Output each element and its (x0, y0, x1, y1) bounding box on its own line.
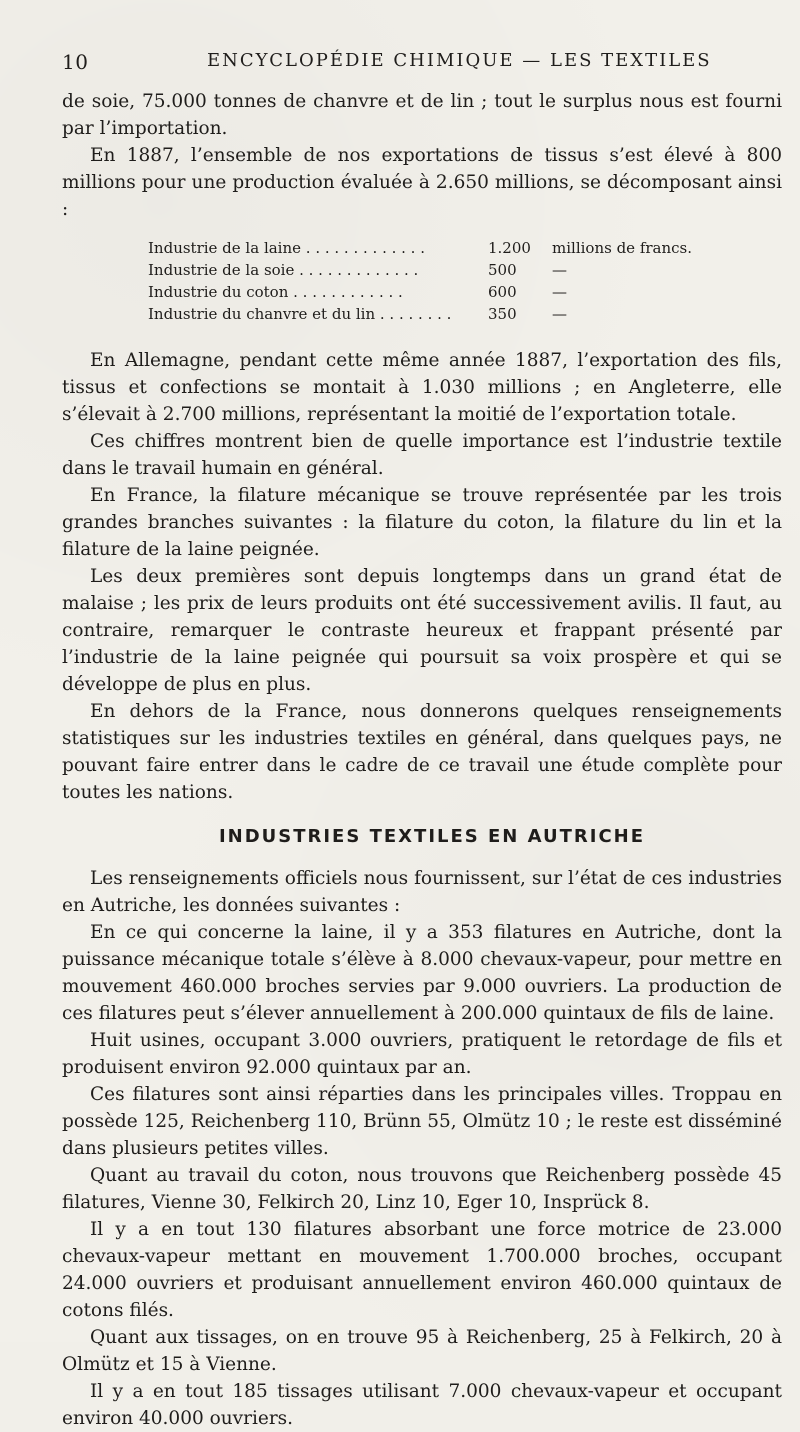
running-head: ENCYCLOPÉDIE CHIMIQUE — LES TEXTILES (207, 50, 712, 71)
table-row-label: Industrie de la soie . . . . . . . . . . . . . (148, 261, 419, 279)
table-row-unit: — (552, 261, 567, 279)
table-row (62, 303, 782, 325)
table-row-unit: — (552, 283, 567, 301)
paragraph: Huit usines, occupant 3.000 ouvriers, pratiquent le retordage de fils et produisent environ 92.000 quintaux par an. (62, 1030, 782, 1078)
paragraph: En France, la filature mécanique se trouve représentée par les trois grandes branches suivantes : la filature du coton, la filature du lin et la filature de la laine peignée. (62, 485, 782, 560)
table-row-label: Industrie du coton . . . . . . . . . . . . (148, 283, 403, 301)
table-row-unit: — (552, 305, 567, 323)
table-row-value: 1.200 (488, 239, 531, 257)
paragraph: Il y a en tout 130 filatures absorbant une force motrice de 23.000 chevaux-vapeur mettant en mouvement 1.700.000 broches, occupant 24.000 ouvriers et produisant annuellement environ 460.000 quintaux de cotons filés. (62, 1219, 782, 1321)
page-number: 10 (62, 50, 89, 74)
table-row-value: 350 (488, 305, 517, 323)
page-content (62, 88, 782, 1432)
paragraph: Il y a en tout 185 tissages utilisant 7.000 chevaux-vapeur et occupant environ 40.000 ouvriers. (62, 1381, 782, 1429)
paragraph: En Allemagne, pendant cette même année 1887, l’exportation des fils, tissus et confections se montait à 1.030 millions ; en Angleterre, elle s’élevait à 2.700 millions, représentant la moitié de l’exportation totale. (62, 350, 782, 425)
paragraph: Les deux premières sont depuis longtemps dans un grand état de malaise ; les prix de leurs produits ont été successivement avilis. Il faut, au contraire, remarquer le contraste heureux et frappant présenté par l’industrie de la laine peignée qui poursuit sa voix prospère et qui se développe de plus en plus. (62, 566, 782, 695)
table-row-unit: millions de francs. (552, 239, 693, 257)
table-row-value: 600 (488, 283, 517, 301)
table-row-label: Industrie du chanvre et du lin . . . . . . . . (148, 305, 452, 323)
table-row (62, 259, 782, 281)
table-row (62, 237, 782, 259)
paragraph: Quant aux tissages, on en trouve 95 à Reichenberg, 25 à Felkirch, 20 à Olmütz et 15 à Vienne. (62, 1327, 782, 1375)
paragraph: En ce qui concerne la laine, il y a 353 filatures en Autriche, dont la puissance mécanique totale s’élève à 8.000 chevaux-vapeur, pour mettre en mouvement 460.000 broches servies par 9.000 ouvriers. La production de ces filatures peut s’élever annuellement à 200.000 quintaux de fils de laine. (62, 922, 782, 1024)
paragraph: de soie, 75.000 tonnes de chanvre et de lin ; tout le surplus nous est fourni par l’importation. (62, 91, 782, 139)
paragraph: Les renseignements officiels nous fournissent, sur l’état de ces industries en Autriche, les données suivantes : (62, 868, 782, 916)
table-row (62, 281, 782, 303)
page-header (62, 48, 782, 76)
paragraph: Quant au travail du coton, nous trouvons que Reichenberg possède 45 filatures, Vienne 30, Felkirch 20, Linz 10, Eger 10, Insprück 8. (62, 1165, 782, 1213)
paragraph: Ces filatures sont ainsi réparties dans les principales villes. Troppau en possède 125, Reichenberg 110, Brünn 55, Olmütz 10 ; le reste est disséminé dans plusieurs petites villes. (62, 1084, 782, 1159)
section-title: INDUSTRIES TEXTILES EN AUTRICHE (218, 826, 646, 847)
paragraph: En 1887, l’ensemble de nos exportations de tissus s’est élevé à 800 millions pour une production évaluée à 2.650 millions, se décomposant ainsi : (62, 145, 782, 220)
paragraph: Ces chiffres montrent bien de quelle importance est l’industrie textile dans le travail humain en général. (62, 431, 782, 479)
table-row-label: Industrie de la laine . . . . . . . . . . . . . (148, 239, 425, 257)
export-breakdown-table (62, 237, 782, 325)
table-row-value: 500 (488, 261, 517, 279)
paragraph: En dehors de la France, nous donnerons quelques renseignements statistiques sur les industries textiles en général, dans quelques pays, ne pouvant faire entrer dans le cadre de ce travail une étude complète pour toutes les nations. (62, 701, 782, 803)
